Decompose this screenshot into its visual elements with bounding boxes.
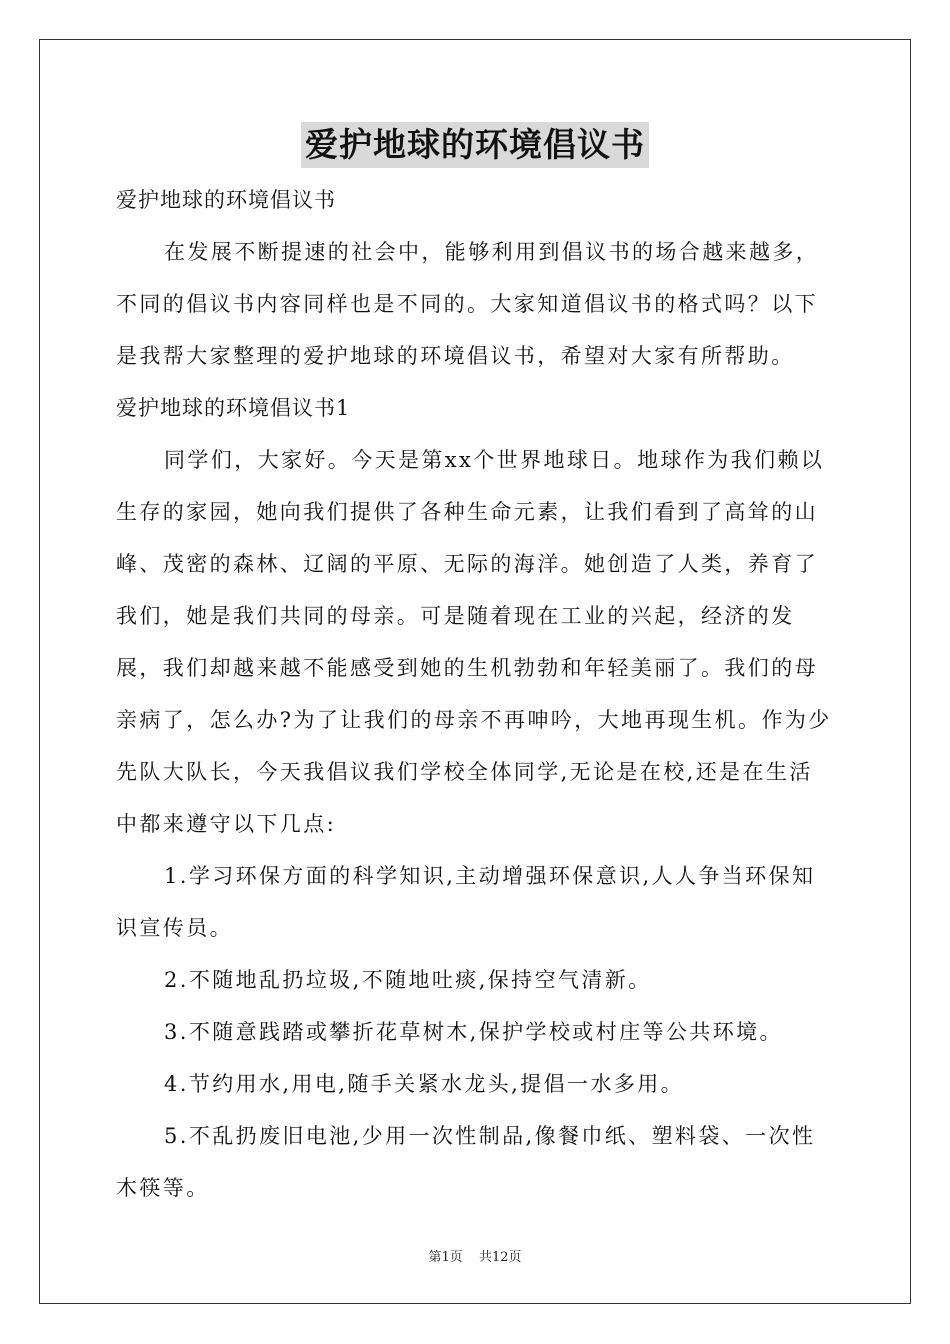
section-heading: 爱护地球的环境倡议书1 [116,396,351,420]
page-footer [0,1246,950,1265]
list-item: 5.不乱扔废旧电池,少用一次性制品,像餐巾纸、塑料袋、一次性木筷等。 [116,1124,816,1200]
body-paragraph: 同学们，大家好。今天是第xx个世界地球日。地球作为我们赖以生存的家园，她向我们提供了各种生命元素，让我们看到了高耸的山峰、茂密的森林、辽阔的平原、无际的海洋。她创造了人类，养育了我们，她是我们共同的母亲。可是随着现在工业的兴起，经济的发展，我们却越来越不能感受到她的生机勃勃和年轻美丽了。我们的母亲病了，怎么办?为了让我们的母亲不再呻吟，大地再现生机。作为少先队大队长，今天我倡议我们学校全体同学,无论是在校,还是在生活中都来遵守以下几点: [116,448,832,836]
document-title: 爱护地球的环境倡议书 [301,122,649,168]
intro-paragraph: 在发展不断提速的社会中，能够利用到倡议书的场合越来越多，不同的倡议书内容同样也是不同的。大家知道倡议书的格式吗？以下是我帮大家整理的爱护地球的环境倡议书，希望对大家有所帮助。 [116,240,820,368]
list-item: 4.节约用水,用电,随手关紧水龙头,提倡一水多用。 [164,1072,685,1096]
page-number: 第1页 [428,1250,463,1265]
list-item: 2.不随地乱扔垃圾,不随地吐痰,保持空气清新。 [164,968,652,992]
title-wrap [0,122,950,168]
list-item: 1.学习环保方面的科学知识,主动增强环保意识,人人争当环保知识宣传员。 [116,864,816,940]
list-item: 3.不随意践踏或攀折花草树木,保护学校或村庄等公共环境。 [164,1020,783,1044]
subtitle: 爱护地球的环境倡议书 [116,188,336,212]
page-total: 共12页 [478,1250,522,1265]
document-body [116,174,836,1214]
